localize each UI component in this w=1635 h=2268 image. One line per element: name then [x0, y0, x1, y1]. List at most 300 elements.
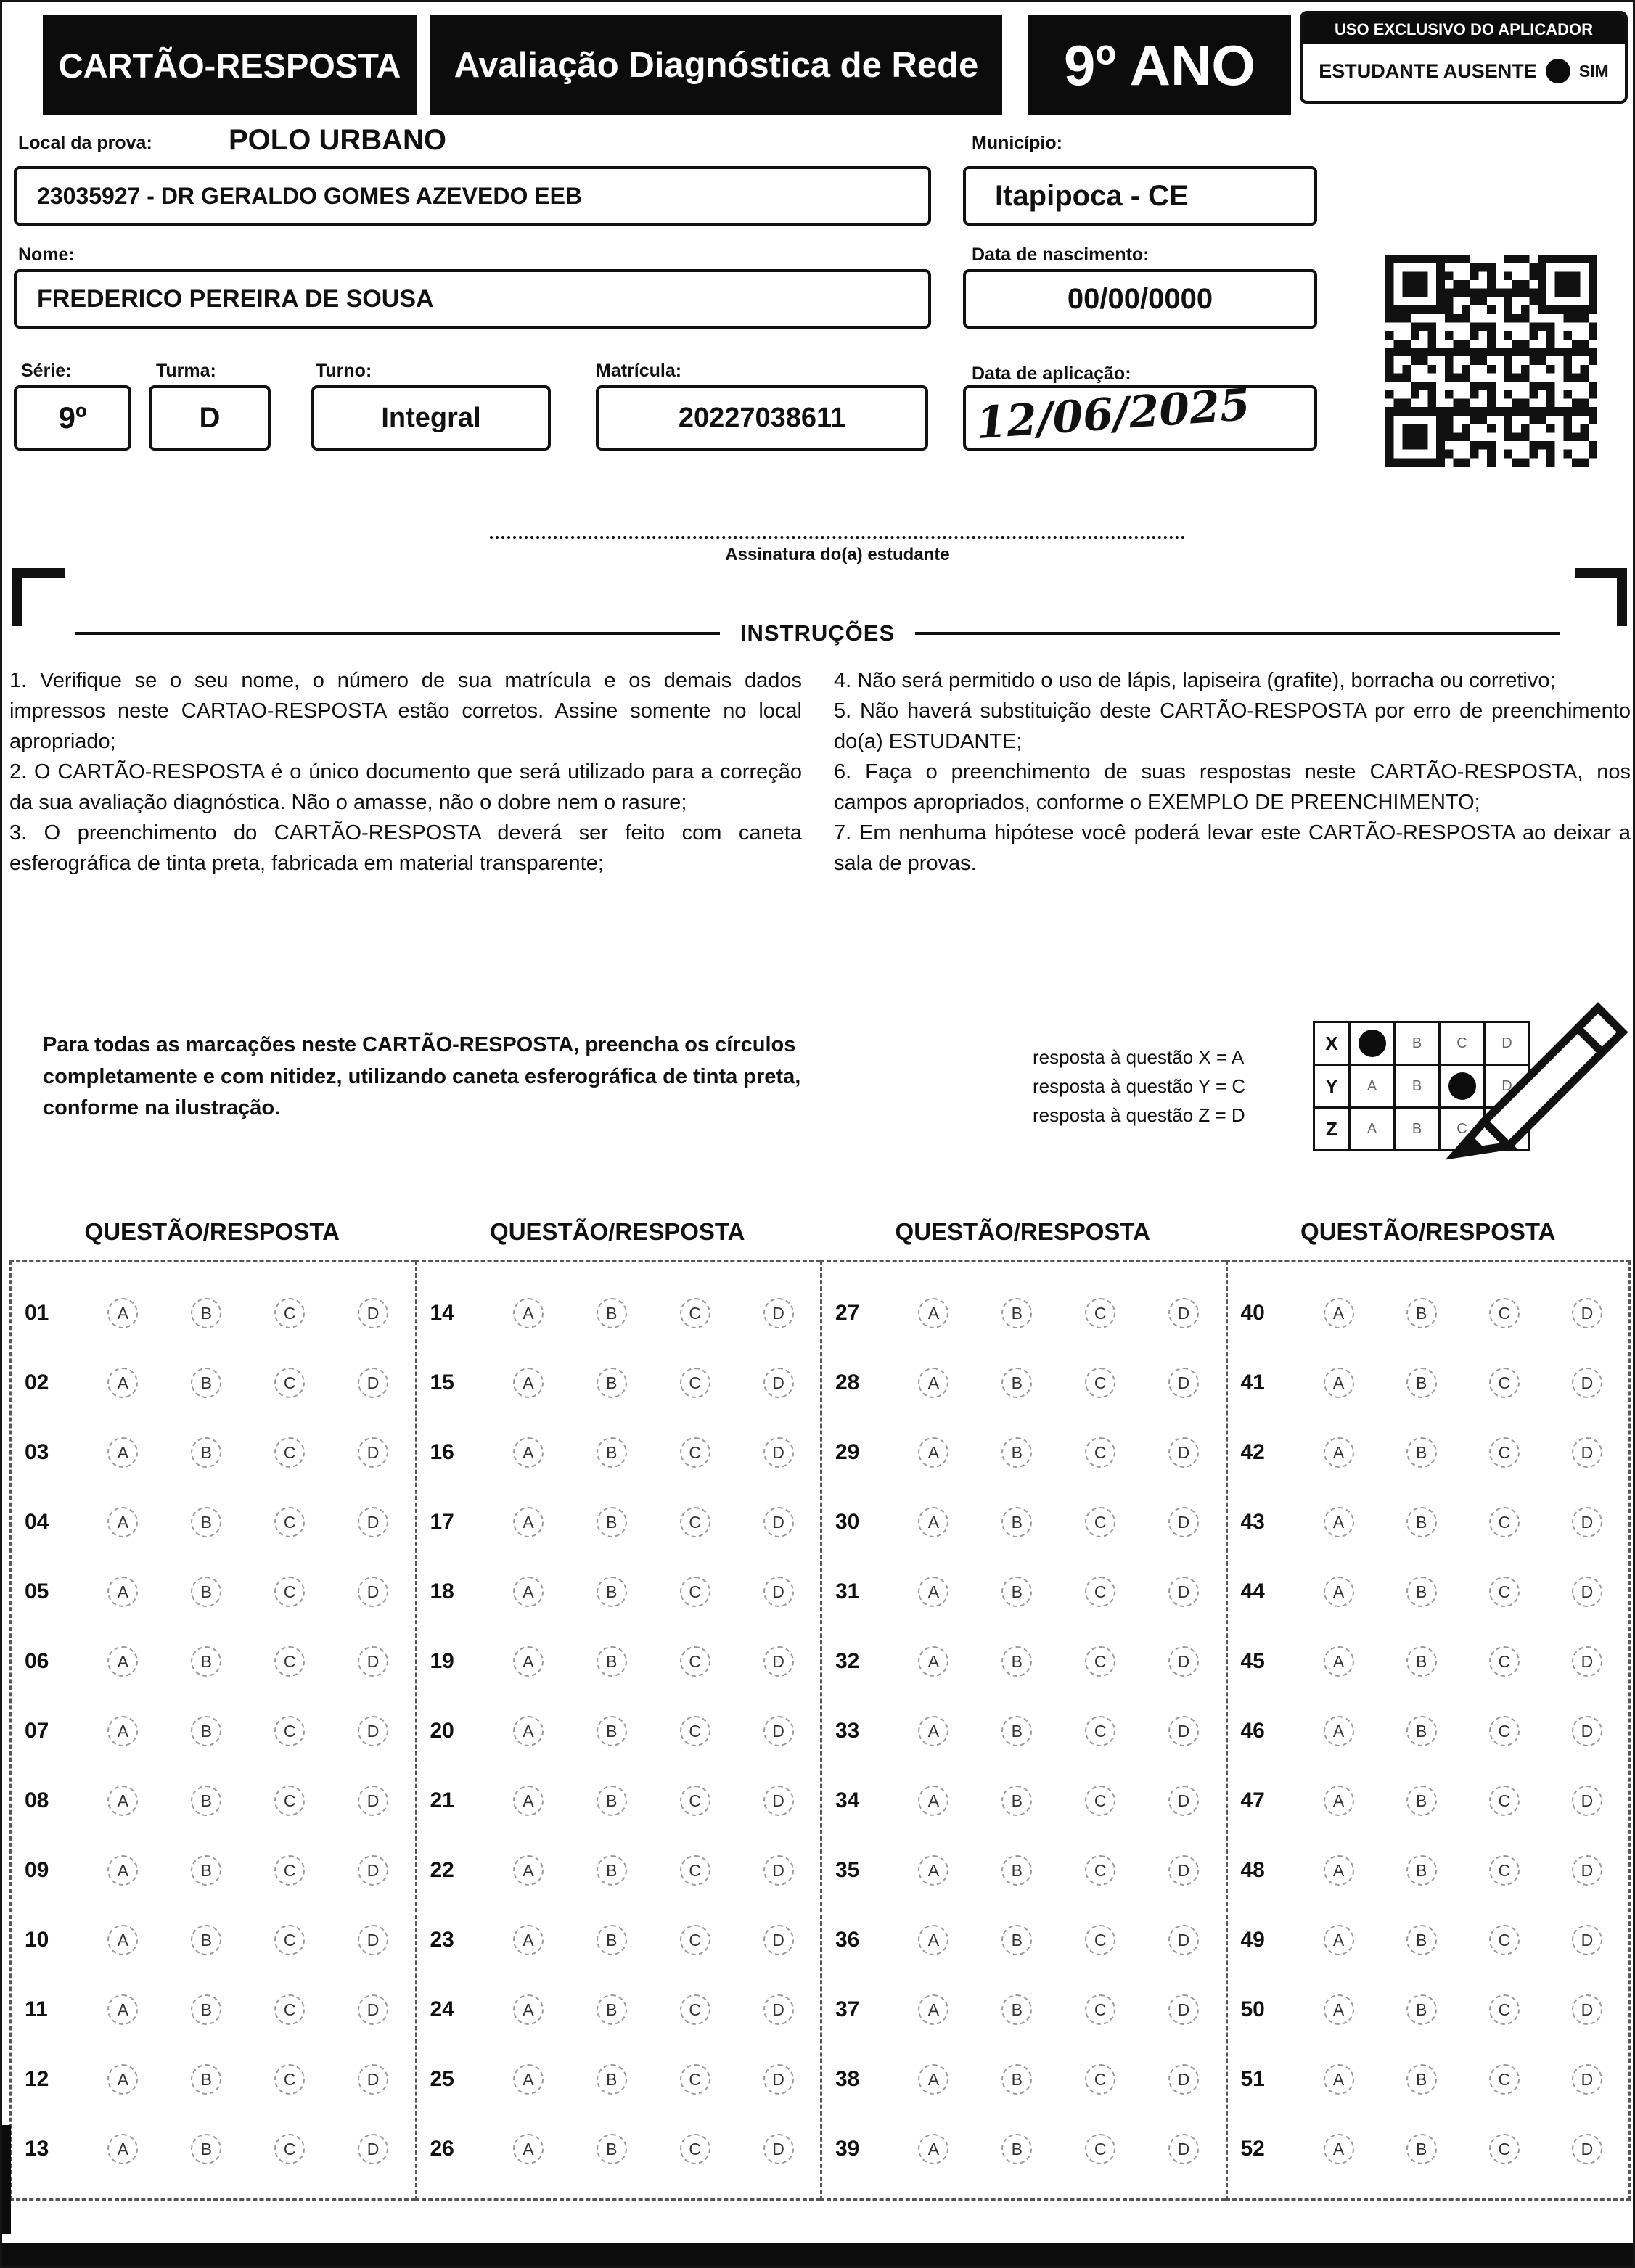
answer-bubble[interactable]: C: [1489, 2134, 1520, 2164]
answer-bubble[interactable]: D: [1168, 1855, 1199, 1886]
answer-bubble[interactable]: D: [763, 1437, 794, 1468]
answer-bubble[interactable]: D: [358, 1577, 388, 1607]
answer-bubble[interactable]: C: [1489, 1786, 1520, 1816]
answer-bubble[interactable]: D: [763, 1716, 794, 1746]
answer-bubble[interactable]: D: [1572, 1716, 1602, 1746]
answer-bubble[interactable]: C: [680, 2134, 710, 2164]
answer-bubble[interactable]: A: [918, 2134, 948, 2164]
answer-bubble[interactable]: A: [918, 1577, 948, 1607]
answer-bubble[interactable]: C: [1489, 1368, 1520, 1398]
answer-bubble[interactable]: C: [1085, 1507, 1115, 1537]
corner-bracket-right: [1575, 568, 1627, 626]
example-option-cell: D: [1483, 1023, 1528, 1064]
question-row: [1228, 1905, 1629, 1975]
filled-bubble-icon[interactable]: [1546, 59, 1570, 83]
answer-bubble[interactable]: A: [107, 1925, 138, 1955]
question-number: 21: [430, 1788, 454, 1812]
answer-bubble[interactable]: B: [1406, 1855, 1437, 1886]
answer-bubble[interactable]: D: [1168, 1646, 1199, 1677]
question-number: 14: [430, 1301, 454, 1325]
answer-bubble[interactable]: A: [513, 1646, 544, 1677]
answer-bubble[interactable]: A: [1324, 1994, 1354, 2025]
instruction-item: 7. Em nenhuma hipótese você poderá levar este CARTÃO-RESPOSTA ao deixar a sala de provas.: [834, 821, 1631, 876]
answer-bubble[interactable]: B: [191, 1925, 221, 1955]
answer-bubble[interactable]: C: [680, 2064, 710, 2095]
answer-bubble[interactable]: B: [597, 1368, 627, 1398]
filled-bubble-icon: [1359, 1030, 1386, 1057]
answer-bubble[interactable]: B: [1001, 2134, 1032, 2164]
answer-bubble[interactable]: D: [763, 2064, 794, 2095]
answer-bubble[interactable]: B: [191, 1577, 221, 1607]
question-number: 01: [25, 1301, 49, 1325]
answer-bubble[interactable]: A: [1324, 1646, 1354, 1677]
answer-bubble[interactable]: B: [597, 1994, 627, 2025]
question-row: [1228, 1766, 1629, 1836]
answer-bubble[interactable]: B: [191, 1298, 221, 1328]
answer-bubble[interactable]: C: [680, 1507, 710, 1537]
answer-bubble[interactable]: D: [763, 1298, 794, 1328]
answer-bubble[interactable]: B: [597, 1646, 627, 1677]
answer-bubble[interactable]: D: [1572, 1368, 1602, 1398]
answer-bubble[interactable]: C: [274, 1368, 305, 1398]
answer-bubble[interactable]: A: [513, 2134, 544, 2164]
answer-bubble[interactable]: B: [1001, 1855, 1032, 1886]
question-row: [1228, 1487, 1629, 1557]
answer-bubble[interactable]: A: [107, 1716, 138, 1746]
answer-bubble[interactable]: D: [1168, 1786, 1199, 1816]
answer-bubble[interactable]: A: [107, 1368, 138, 1398]
answer-bubble[interactable]: D: [1572, 2064, 1602, 2095]
question-number: 23: [430, 1928, 454, 1952]
answer-bubble[interactable]: C: [680, 1994, 710, 2025]
answer-bubble[interactable]: A: [1324, 1507, 1354, 1537]
answer-bubble[interactable]: A: [107, 1994, 138, 2025]
answer-bubble[interactable]: B: [1406, 1786, 1437, 1816]
answer-bubble[interactable]: C: [1085, 1925, 1115, 1955]
answer-bubble[interactable]: D: [763, 1507, 794, 1537]
local-label: Local da prova:: [18, 133, 152, 153]
answer-bubble[interactable]: C: [1489, 1646, 1520, 1677]
question-row: [822, 2114, 1226, 2184]
question-number: 19: [430, 1649, 454, 1673]
instructions-columns: [9, 665, 1631, 879]
question-row: [822, 2045, 1226, 2114]
answer-bubble[interactable]: A: [107, 1855, 138, 1886]
answer-bubble[interactable]: D: [1572, 2134, 1602, 2164]
answer-bubble[interactable]: C: [1085, 1646, 1115, 1677]
answer-bubble[interactable]: D: [1168, 1577, 1199, 1607]
answer-bubble[interactable]: B: [1406, 1646, 1437, 1677]
answer-bubble[interactable]: C: [1085, 1786, 1115, 1816]
answer-bubble[interactable]: B: [191, 1855, 221, 1886]
answer-bubble[interactable]: A: [513, 1786, 544, 1816]
answer-bubble[interactable]: C: [274, 1437, 305, 1468]
answer-bubble[interactable]: B: [597, 1786, 627, 1816]
answer-column: [1226, 1218, 1631, 2201]
answer-bubble[interactable]: C: [680, 1577, 710, 1607]
instructions-title: INSTRUÇÕES: [739, 620, 896, 646]
answer-bubble[interactable]: D: [1572, 1646, 1602, 1677]
answer-bubble[interactable]: A: [918, 1646, 948, 1677]
answer-bubble[interactable]: A: [513, 1716, 544, 1746]
answer-bubble[interactable]: D: [1168, 1437, 1199, 1468]
answer-bubble[interactable]: B: [1001, 1298, 1032, 1328]
answer-bubble[interactable]: C: [1085, 1716, 1115, 1746]
answer-bubble[interactable]: C: [1489, 1437, 1520, 1468]
answer-bubble[interactable]: D: [1572, 1298, 1602, 1328]
question-row: [417, 1836, 821, 1905]
answer-bubble[interactable]: B: [191, 1437, 221, 1468]
answer-bubble[interactable]: B: [1001, 1994, 1032, 2025]
answer-bubble[interactable]: A: [1324, 1716, 1354, 1746]
question-row: [1228, 1975, 1629, 2045]
question-row: [1228, 1418, 1629, 1487]
answer-bubble[interactable]: D: [358, 2064, 388, 2095]
answer-bubble[interactable]: B: [1406, 1507, 1437, 1537]
question-number: 35: [835, 1858, 860, 1882]
answer-bubble[interactable]: D: [358, 1786, 388, 1816]
answer-bubble[interactable]: D: [1168, 1994, 1199, 2025]
question-row: [417, 2114, 821, 2184]
answer-column-header: QUESTÃO/RESPOSTA: [490, 1218, 745, 1245]
answer-bubble[interactable]: B: [1001, 1368, 1032, 1398]
answer-bubble[interactable]: C: [274, 2064, 305, 2095]
question-row: [12, 1278, 415, 1348]
answer-bubble[interactable]: A: [107, 1577, 138, 1607]
question-number: 26: [430, 2137, 454, 2161]
answer-bubble[interactable]: D: [1168, 1507, 1199, 1537]
answer-bubble[interactable]: B: [191, 1994, 221, 2025]
question-row: [417, 1905, 821, 1975]
answer-bubble[interactable]: D: [1572, 1855, 1602, 1886]
answer-bubble[interactable]: D: [1168, 2064, 1199, 2095]
answer-bubble[interactable]: C: [680, 1368, 710, 1398]
answer-bubble[interactable]: A: [513, 1855, 544, 1886]
signature-line[interactable]: [490, 536, 1185, 539]
answer-bubble[interactable]: A: [1324, 1925, 1354, 1955]
answer-bubble[interactable]: C: [274, 1925, 305, 1955]
instruction-item: 6. Faça o preenchimento de suas respostas neste CARTÃO-RESPOSTA, nos campos apropriados, conforme o EXEMPLO DE PREENCHIMENTO;: [834, 760, 1631, 815]
answer-bubble[interactable]: C: [680, 1298, 710, 1328]
answer-bubble[interactable]: B: [191, 1646, 221, 1677]
answer-bubble[interactable]: C: [1489, 1925, 1520, 1955]
answer-bubble[interactable]: A: [107, 1786, 138, 1816]
answer-bubble[interactable]: D: [1168, 1298, 1199, 1328]
answer-bubble[interactable]: C: [1085, 2134, 1115, 2164]
question-row: [417, 1557, 821, 1627]
answer-bubble[interactable]: A: [107, 2064, 138, 2095]
question-row: [1228, 1348, 1629, 1418]
answer-bubble[interactable]: D: [1168, 1368, 1199, 1398]
question-row: [12, 1696, 415, 1766]
answer-bubble[interactable]: C: [274, 1507, 305, 1537]
answer-column-body: [9, 1260, 415, 2201]
question-row: [417, 2045, 821, 2114]
answer-bubble[interactable]: B: [597, 2064, 627, 2095]
question-row: [12, 1627, 415, 1696]
answer-bubble[interactable]: B: [191, 2064, 221, 2095]
answer-bubble[interactable]: B: [1406, 1577, 1437, 1607]
answer-bubble[interactable]: A: [918, 1716, 948, 1746]
question-row: [1228, 1836, 1629, 1905]
answer-bubble[interactable]: B: [1001, 1786, 1032, 1816]
turno-field: Integral: [311, 385, 551, 451]
answer-bubble[interactable]: B: [1001, 1437, 1032, 1468]
answer-bubble[interactable]: B: [191, 2134, 221, 2164]
question-row: [1228, 1696, 1629, 1766]
answer-bubble[interactable]: A: [1324, 2134, 1354, 2164]
question-row: [417, 1487, 821, 1557]
answer-bubble[interactable]: C: [1085, 1994, 1115, 2025]
answer-bubble[interactable]: A: [513, 1368, 544, 1398]
answer-bubble[interactable]: C: [1085, 1437, 1115, 1468]
answer-bubble[interactable]: C: [274, 1646, 305, 1677]
answer-bubble[interactable]: B: [1406, 2134, 1437, 2164]
answer-bubble[interactable]: C: [274, 1994, 305, 2025]
answer-bubble[interactable]: C: [1085, 2064, 1115, 2095]
answer-bubble[interactable]: D: [358, 1716, 388, 1746]
question-row: [822, 1836, 1226, 1905]
answer-column: [415, 1218, 821, 2201]
answer-bubble[interactable]: A: [918, 1925, 948, 1955]
answer-bubble[interactable]: D: [358, 1925, 388, 1955]
answer-bubble[interactable]: B: [597, 2134, 627, 2164]
answer-column-header: QUESTÃO/RESPOSTA: [895, 1218, 1150, 1245]
answer-bubble[interactable]: B: [1406, 1925, 1437, 1955]
answer-column-body: [1226, 1260, 1631, 2201]
answer-bubble[interactable]: C: [1085, 1855, 1115, 1886]
nascimento-field: 00/00/0000: [963, 269, 1317, 329]
instructions-right: [834, 665, 1631, 879]
answer-bubble[interactable]: B: [1406, 1368, 1437, 1398]
answer-bubble[interactable]: B: [1406, 1994, 1437, 2025]
answer-bubble[interactable]: A: [918, 1437, 948, 1468]
question-row: [417, 1418, 821, 1487]
answer-bubble[interactable]: D: [763, 1577, 794, 1607]
local-value: POLO URBANO: [229, 124, 446, 156]
question-row: [1228, 2045, 1629, 2114]
answer-bubble[interactable]: A: [1324, 2064, 1354, 2095]
question-row: [822, 1627, 1226, 1696]
answer-bubble[interactable]: A: [1324, 1577, 1354, 1607]
answer-bubble[interactable]: C: [680, 1437, 710, 1468]
answer-bubble[interactable]: A: [107, 1646, 138, 1677]
answer-bubble[interactable]: B: [1001, 1646, 1032, 1677]
answer-bubble[interactable]: C: [1085, 1577, 1115, 1607]
answer-bubble[interactable]: B: [1001, 1577, 1032, 1607]
answer-bubble[interactable]: A: [1324, 1855, 1354, 1886]
question-row: [12, 1836, 415, 1905]
question-number: 51: [1240, 2067, 1265, 2091]
answer-bubble[interactable]: A: [918, 1298, 948, 1328]
answer-bubble[interactable]: A: [107, 1298, 138, 1328]
answer-bubble[interactable]: D: [358, 2134, 388, 2164]
answer-bubble[interactable]: A: [513, 1298, 544, 1328]
answer-bubble[interactable]: C: [1489, 1577, 1520, 1607]
question-row: [822, 1487, 1226, 1557]
answer-bubble[interactable]: C: [1489, 1507, 1520, 1537]
answer-bubble[interactable]: D: [763, 1786, 794, 1816]
answer-bubble[interactable]: A: [107, 1437, 138, 1468]
question-number: 41: [1240, 1371, 1265, 1394]
answer-bubble[interactable]: D: [1572, 1994, 1602, 2025]
answer-bubble[interactable]: B: [1406, 2064, 1437, 2095]
divider-line: [915, 632, 1560, 635]
aplicacao-label: Data de aplicação:: [972, 363, 1131, 384]
answer-bubble[interactable]: D: [763, 1646, 794, 1677]
answer-bubble[interactable]: C: [274, 1716, 305, 1746]
answer-bubble[interactable]: C: [1489, 1994, 1520, 2025]
answer-bubble[interactable]: C: [1489, 2064, 1520, 2095]
question-number: 32: [835, 1649, 860, 1673]
answer-bubble[interactable]: C: [1489, 1298, 1520, 1328]
question-number: 12: [25, 2067, 49, 2091]
answer-bubble[interactable]: B: [1001, 1716, 1032, 1746]
question-row: [1228, 1627, 1629, 1696]
answer-bubble[interactable]: D: [358, 1298, 388, 1328]
absent-student-row: [1303, 44, 1625, 98]
answer-column-header: QUESTÃO/RESPOSTA: [84, 1218, 340, 1245]
answer-bubble[interactable]: C: [680, 1716, 710, 1746]
answer-bubble[interactable]: D: [763, 1368, 794, 1398]
answer-bubble[interactable]: A: [513, 1994, 544, 2025]
answer-bubble[interactable]: B: [191, 1507, 221, 1537]
answer-bubble[interactable]: C: [274, 1577, 305, 1607]
answer-bubble[interactable]: B: [597, 1716, 627, 1746]
question-row: [822, 1766, 1226, 1836]
answer-bubble[interactable]: D: [358, 1507, 388, 1537]
answer-bubble[interactable]: B: [191, 1786, 221, 1816]
answer-bubble[interactable]: A: [1324, 1368, 1354, 1398]
answer-bubble[interactable]: D: [1168, 1925, 1199, 1955]
answer-bubble[interactable]: C: [680, 1646, 710, 1677]
answer-bubble[interactable]: B: [191, 1716, 221, 1746]
question-number: 20: [430, 1719, 454, 1743]
answer-bubble[interactable]: D: [1572, 1577, 1602, 1607]
answer-bubble[interactable]: C: [274, 1786, 305, 1816]
answer-bubble[interactable]: D: [358, 1994, 388, 2025]
answer-bubble[interactable]: D: [1572, 1507, 1602, 1537]
pen-icon: [1435, 967, 1635, 1170]
answer-bubble[interactable]: A: [918, 2064, 948, 2095]
answer-bubble[interactable]: C: [274, 1298, 305, 1328]
question-row: [12, 1348, 415, 1418]
question-row: [12, 1557, 415, 1627]
answer-bubble[interactable]: B: [597, 1855, 627, 1886]
answer-bubble[interactable]: B: [1001, 1925, 1032, 1955]
example-row-label: X: [1325, 1032, 1338, 1054]
question-row: [12, 1766, 415, 1836]
question-number: 09: [25, 1858, 49, 1882]
answer-bubble[interactable]: D: [763, 1994, 794, 2025]
answer-bubble[interactable]: C: [1085, 1368, 1115, 1398]
answer-bubble[interactable]: C: [274, 2134, 305, 2164]
answer-bubble[interactable]: A: [918, 1507, 948, 1537]
serie-label: Série:: [21, 361, 72, 381]
answer-bubble[interactable]: A: [513, 1507, 544, 1537]
answer-bubble[interactable]: A: [918, 1994, 948, 2025]
instruction-item: 4. Não será permitido o uso de lápis, lapiseira (grafite), borracha ou corretivo;: [834, 669, 1556, 692]
question-row: [822, 1418, 1226, 1487]
answer-bubble[interactable]: B: [597, 1507, 627, 1537]
answer-bubble[interactable]: C: [680, 1855, 710, 1886]
question-row: [417, 1278, 821, 1348]
answer-bubble[interactable]: B: [597, 1437, 627, 1468]
answer-bubble[interactable]: D: [1168, 2134, 1199, 2164]
answer-bubble[interactable]: C: [1085, 1298, 1115, 1328]
matricula-field: 20227038611: [596, 385, 928, 451]
question-number: 08: [25, 1788, 49, 1812]
answer-bubble[interactable]: B: [1406, 1298, 1437, 1328]
matricula-label: Matrícula:: [596, 361, 682, 381]
answer-grid: [9, 1218, 1631, 2201]
question-row: [417, 1627, 821, 1696]
answer-bubble[interactable]: A: [513, 1577, 544, 1607]
answer-bubble[interactable]: D: [358, 1646, 388, 1677]
example-option-cell: A: [1348, 1109, 1393, 1149]
answer-bubble[interactable]: A: [107, 2134, 138, 2164]
example-option-cell: B: [1393, 1023, 1438, 1064]
question-row: [12, 2114, 415, 2184]
answer-bubble[interactable]: A: [513, 1437, 544, 1468]
answer-bubble[interactable]: A: [1324, 1786, 1354, 1816]
answer-bubble[interactable]: C: [1489, 1855, 1520, 1886]
answer-bubble[interactable]: D: [763, 2134, 794, 2164]
answer-bubble[interactable]: B: [1406, 1437, 1437, 1468]
answer-bubble[interactable]: B: [1406, 1716, 1437, 1746]
answer-bubble[interactable]: D: [763, 1855, 794, 1886]
question-number: 16: [430, 1440, 454, 1464]
answer-bubble[interactable]: D: [1168, 1716, 1199, 1746]
question-number: 11: [25, 1997, 48, 2021]
answer-bubble[interactable]: A: [918, 1368, 948, 1398]
answer-bubble[interactable]: D: [358, 1437, 388, 1468]
answer-bubble[interactable]: B: [597, 1925, 627, 1955]
answer-bubble[interactable]: A: [1324, 1437, 1354, 1468]
answer-bubble[interactable]: A: [107, 1507, 138, 1537]
answer-bubble[interactable]: B: [1001, 2064, 1032, 2095]
answer-bubble[interactable]: A: [918, 1855, 948, 1886]
answer-bubble[interactable]: D: [763, 1925, 794, 1955]
answer-bubble[interactable]: C: [274, 1855, 305, 1886]
answer-bubble[interactable]: A: [513, 2064, 544, 2095]
answer-column: [820, 1218, 1226, 2201]
answer-bubble[interactable]: D: [1572, 1925, 1602, 1955]
question-row: [12, 1905, 415, 1975]
answer-bubble[interactable]: B: [597, 1298, 627, 1328]
answer-bubble[interactable]: D: [358, 1368, 388, 1398]
answer-bubble[interactable]: B: [191, 1368, 221, 1398]
question-number: 34: [835, 1788, 860, 1812]
turma-field: D: [149, 385, 271, 451]
answer-bubble[interactable]: B: [1001, 1507, 1032, 1537]
answer-bubble[interactable]: C: [680, 1925, 710, 1955]
answer-bubble[interactable]: D: [358, 1855, 388, 1886]
example-option-cell: B: [1393, 1109, 1438, 1149]
answer-bubble[interactable]: B: [597, 1577, 627, 1607]
example-caption: resposta à questão X = A: [1033, 1046, 1245, 1068]
answer-bubble[interactable]: A: [513, 1925, 544, 1955]
answer-bubble[interactable]: C: [680, 1786, 710, 1816]
question-row: [12, 1418, 415, 1487]
answer-bubble[interactable]: A: [918, 1786, 948, 1816]
question-number: 33: [835, 1719, 860, 1743]
marking-instruction-text: Para todas as marcações neste CARTÃO-RESPOSTA, preencha os círculos completamente e com nitidez, utilizando caneta esferográfica de tinta preta, conforme na ilustração.: [43, 1033, 801, 1119]
answer-bubble[interactable]: C: [1489, 1716, 1520, 1746]
answer-bubble[interactable]: D: [1572, 1786, 1602, 1816]
answer-bubble[interactable]: A: [1324, 1298, 1354, 1328]
answer-bubble[interactable]: D: [1572, 1437, 1602, 1468]
